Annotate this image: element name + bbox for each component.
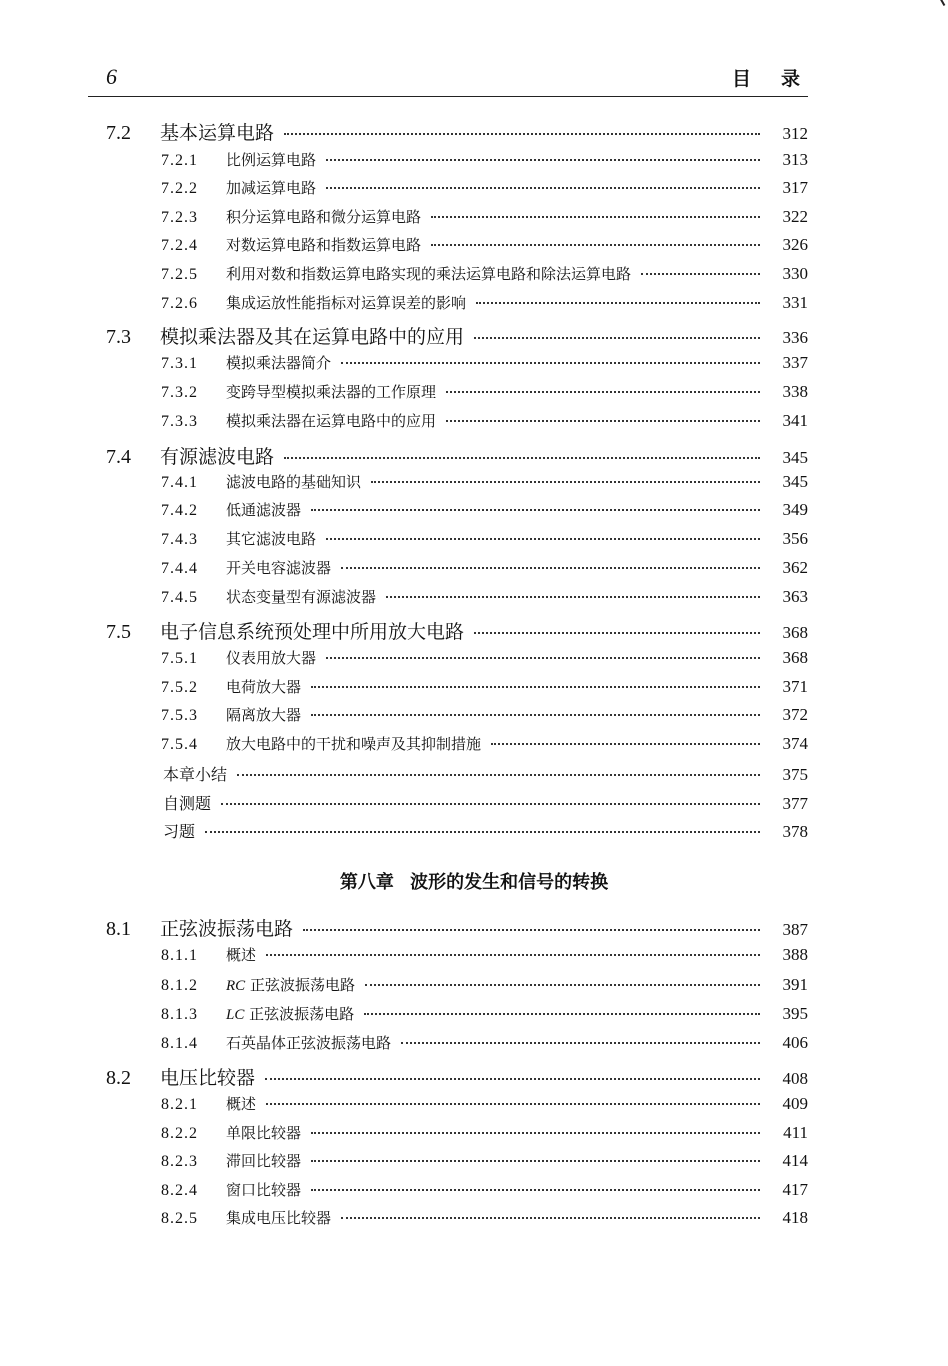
toc-entry-number: 7.3.3 xyxy=(161,413,198,430)
toc-entry-title: 变跨导型模拟乘法器的工作原理 xyxy=(226,383,437,401)
toc-entry-number: 7.5.2 xyxy=(161,679,198,696)
toc-entry-page: 408 xyxy=(782,1069,808,1088)
toc-entry-page: 317 xyxy=(782,178,808,197)
toc-entry-title-text: 正弦波振荡电路 xyxy=(244,1005,355,1023)
toc-entry-number: 8.2.1 xyxy=(161,1096,198,1113)
toc-entry-title: 比例运算电路 xyxy=(226,151,317,169)
toc-entry-page: 356 xyxy=(782,529,808,548)
dot-leader xyxy=(491,743,760,745)
toc-entry[interactable] xyxy=(0,647,948,673)
toc-entry-number: 7.4.1 xyxy=(161,474,198,491)
toc-entry-title: 状态变量型有源滤波器 xyxy=(226,588,377,606)
dot-leader xyxy=(474,337,760,339)
dot-leader xyxy=(266,1103,760,1105)
toc-entry[interactable] xyxy=(0,762,948,785)
dot-leader xyxy=(401,1042,760,1044)
toc-entry[interactable] xyxy=(0,1150,948,1176)
toc-entry-page: 341 xyxy=(782,411,808,430)
toc-entry-title: 集成电压比较器 xyxy=(226,1209,332,1227)
dot-leader xyxy=(326,657,760,659)
toc-entry-page: 313 xyxy=(782,150,808,169)
toc-entry-title: 电压比较器 xyxy=(160,1067,256,1089)
toc-entry[interactable] xyxy=(0,352,948,378)
toc-entry-number: 7.4.2 xyxy=(161,502,198,519)
toc-entry-number: 8.2.3 xyxy=(161,1153,198,1170)
dot-leader xyxy=(311,1160,760,1162)
toc-entry[interactable] xyxy=(0,149,948,175)
toc-entry-page: 322 xyxy=(782,207,808,226)
toc-entry[interactable] xyxy=(0,704,948,730)
toc-entry-page: 374 xyxy=(782,734,808,753)
toc-entry-number: 8.2.5 xyxy=(161,1210,198,1227)
toc-entry[interactable] xyxy=(0,791,948,814)
toc-entry-number: 8.1.1 xyxy=(161,947,198,964)
toc-entry-title xyxy=(226,1003,354,1024)
dot-leader xyxy=(284,457,760,459)
toc-entry-page: 362 xyxy=(782,558,808,577)
toc-entry-title: 模拟乘法器及其在运算电路中的应用 xyxy=(160,326,465,348)
toc-entry-title: 单限比较器 xyxy=(226,1124,302,1142)
dot-leader xyxy=(326,538,760,540)
toc-entry-title: 电子信息系统预处理中所用放大电路 xyxy=(160,621,465,643)
toc-entry-title: 开关电容滤波器 xyxy=(226,559,332,577)
toc-entry-number: 7.3.2 xyxy=(161,384,198,401)
dot-leader xyxy=(365,984,760,986)
toc-entry-number: 8.2.2 xyxy=(161,1125,198,1142)
toc-entry-title: 基本运算电路 xyxy=(160,122,275,144)
toc-entry-title: 概述 xyxy=(226,946,257,964)
dot-leader xyxy=(371,481,760,483)
toc-entry[interactable] xyxy=(0,442,948,470)
toc-entry-page: 387 xyxy=(782,920,808,939)
toc-entry-number: 7.2.2 xyxy=(161,180,198,197)
toc-entry[interactable] xyxy=(0,1207,948,1233)
toc-entry-title: 本章小结 xyxy=(163,765,228,784)
toc-entry-page: 377 xyxy=(782,794,808,813)
toc-entry[interactable] xyxy=(0,322,948,350)
toc-entry-page: 368 xyxy=(782,623,808,642)
toc-entry-title: 集成运放性能指标对运算误差的影响 xyxy=(226,294,467,312)
toc-entry-number: 8.2.4 xyxy=(161,1182,198,1199)
toc-entry-number: 7.2.5 xyxy=(161,266,198,283)
toc-entry-title: 模拟乘法器在运算电路中的应用 xyxy=(226,412,437,430)
toc-entry-title: 习题 xyxy=(163,822,196,841)
toc-entry-title: 石英晶体正弦波振荡电路 xyxy=(226,1034,392,1052)
toc-entry-page: 411 xyxy=(783,1123,808,1142)
toc-entry-page: 345 xyxy=(782,448,808,467)
dot-leader xyxy=(431,216,760,218)
toc-entry-page: 378 xyxy=(782,822,808,841)
dot-leader xyxy=(364,1013,760,1015)
toc-entry[interactable] xyxy=(0,263,948,289)
toc-entry-page: 349 xyxy=(782,500,808,519)
toc-entry-number: 7.4 xyxy=(106,446,131,468)
toc-entry-title: 积分运算电路和微分运算电路 xyxy=(226,208,422,226)
toc-entry-page: 418 xyxy=(782,1208,808,1227)
toc-entry[interactable] xyxy=(0,1032,948,1058)
toc-entry-number: 8.1.4 xyxy=(161,1035,198,1052)
toc-entry[interactable] xyxy=(0,292,948,318)
dot-leader xyxy=(326,187,760,189)
toc-entry[interactable] xyxy=(0,819,948,842)
toc-entry-title: 仪表用放大器 xyxy=(226,649,317,667)
dot-leader xyxy=(221,803,760,805)
toc-entry-number: 7.2.1 xyxy=(161,152,198,169)
toc-entry-number: 7.3 xyxy=(106,326,131,348)
toc-entry[interactable] xyxy=(0,914,948,942)
toc-entry-title: 利用对数和指数运算电路实现的乘法运算电路和除法运算电路 xyxy=(226,265,632,283)
dot-leader xyxy=(326,159,760,161)
toc-entry-page: 395 xyxy=(782,1004,808,1023)
dot-leader xyxy=(205,831,760,833)
toc-entry-page: 372 xyxy=(782,705,808,724)
dot-leader xyxy=(476,302,760,304)
toc-entry-number: 8.2 xyxy=(106,1067,131,1089)
toc-entry-page: 336 xyxy=(782,328,808,347)
dot-leader xyxy=(311,1132,760,1134)
toc-entry-title: 正弦波振荡电路 xyxy=(160,918,294,940)
dot-leader xyxy=(237,774,760,776)
running-title: 目录 xyxy=(731,68,830,90)
dot-leader xyxy=(431,244,760,246)
toc-entry-number: 7.5.4 xyxy=(161,736,198,753)
toc-entry[interactable] xyxy=(0,1003,948,1029)
toc-entry[interactable] xyxy=(0,1122,948,1148)
dot-leader xyxy=(311,1189,760,1191)
toc-entry-number: 7.4.3 xyxy=(161,531,198,548)
toc-entry-page: 368 xyxy=(782,648,808,667)
toc-entry[interactable] xyxy=(0,206,948,232)
dot-leader xyxy=(284,133,760,135)
toc-entry[interactable] xyxy=(0,177,948,203)
toc-entry[interactable] xyxy=(0,974,948,1000)
dot-leader xyxy=(266,954,760,956)
toc-entry-title: 低通滤波器 xyxy=(226,501,302,519)
toc-entry-page: 363 xyxy=(782,587,808,606)
toc-entry-number: 8.1.2 xyxy=(161,977,198,994)
toc-entry-title: 其它滤波电路 xyxy=(226,530,317,548)
toc-entry[interactable] xyxy=(0,381,948,407)
toc-entry-title: 滤波电路的基础知识 xyxy=(226,473,362,491)
toc-entry-number: 8.1.3 xyxy=(161,1006,198,1023)
toc-entry[interactable] xyxy=(0,1179,948,1205)
dot-leader xyxy=(446,420,760,422)
toc-entry[interactable] xyxy=(0,557,948,583)
page-number: 6 xyxy=(106,64,117,89)
toc-entry[interactable] xyxy=(0,676,948,702)
dot-leader xyxy=(341,567,760,569)
toc-entry-page: 312 xyxy=(782,124,808,143)
toc-entry-page: 371 xyxy=(782,677,808,696)
toc-entry[interactable] xyxy=(0,586,948,612)
toc-entry-title: 模拟乘法器简介 xyxy=(226,354,332,372)
toc-entry[interactable] xyxy=(0,528,948,554)
toc-entry[interactable] xyxy=(0,471,948,497)
toc-entry-title: 电荷放大器 xyxy=(226,678,302,696)
toc-entry-title: 滞回比较器 xyxy=(226,1152,302,1170)
toc-entry-title: 自测题 xyxy=(163,794,212,813)
dot-leader xyxy=(303,929,760,931)
toc-entry-number: 7.2.6 xyxy=(161,295,198,312)
toc-entry-number: 7.5 xyxy=(106,621,131,643)
toc-entry-title: 概述 xyxy=(226,1095,257,1113)
toc-entry[interactable] xyxy=(0,1063,948,1091)
toc-entry[interactable] xyxy=(0,118,948,146)
toc-entry[interactable] xyxy=(0,733,948,759)
toc-entry[interactable] xyxy=(0,234,948,260)
toc-entry-page: 414 xyxy=(782,1151,808,1170)
toc-entry-page: 337 xyxy=(782,353,808,372)
toc-entry-title: 对数运算电路和指数运算电路 xyxy=(226,236,422,254)
toc-entry-title: 加减运算电路 xyxy=(226,179,317,197)
toc-entry-page: 388 xyxy=(782,945,808,964)
toc-entry-number: 7.3.1 xyxy=(161,355,198,372)
toc-entry-title: 有源滤波电路 xyxy=(160,446,275,468)
toc-entry-page: 345 xyxy=(782,472,808,491)
dot-leader xyxy=(311,714,760,716)
toc-entry-title xyxy=(226,974,355,995)
toc-entry-page: 326 xyxy=(782,235,808,254)
toc-entry[interactable] xyxy=(0,944,948,970)
toc-entry-number: 7.5.1 xyxy=(161,650,198,667)
dot-leader xyxy=(474,632,760,634)
chapter-heading: 第八章 波形的发生和信号的转换 xyxy=(339,872,609,893)
toc-entry-title-text: 正弦波振荡电路 xyxy=(245,976,355,994)
toc-entry-title-prefix: LC xyxy=(226,1007,245,1023)
toc-entry-page: 406 xyxy=(782,1033,808,1052)
toc-entry-number: 7.5.3 xyxy=(161,707,198,724)
toc-entry-number: 7.2 xyxy=(106,122,131,144)
dot-leader xyxy=(341,362,760,364)
dot-leader xyxy=(641,273,760,275)
toc-entry-number: 7.2.3 xyxy=(161,209,198,226)
toc-entry-number: 7.2.4 xyxy=(161,237,198,254)
toc-entry-title: 放大电路中的干扰和噪声及其抑制措施 xyxy=(226,735,482,753)
toc-entry-page: 417 xyxy=(782,1180,808,1199)
toc-entry[interactable] xyxy=(0,410,948,436)
toc-entry-page: 331 xyxy=(782,293,808,312)
toc-entry-page: 409 xyxy=(782,1094,808,1113)
dot-leader xyxy=(265,1078,760,1080)
dot-leader xyxy=(311,509,760,511)
dot-leader xyxy=(386,596,760,598)
toc-entry-title: 隔离放大器 xyxy=(226,706,302,724)
toc-entry[interactable] xyxy=(0,1093,948,1119)
toc-entry[interactable] xyxy=(0,499,948,525)
toc-entry-page: 375 xyxy=(782,765,808,784)
toc-entry-page: 330 xyxy=(782,264,808,283)
toc-entry-title: 窗口比较器 xyxy=(226,1181,302,1199)
toc-entry-number: 8.1 xyxy=(106,918,131,940)
dot-leader xyxy=(311,686,760,688)
toc-entry-number: 7.4.4 xyxy=(161,560,198,577)
toc-entry-title-prefix: RC xyxy=(226,978,246,994)
toc-entry-number: 7.4.5 xyxy=(161,589,198,606)
toc-entry-page: 391 xyxy=(782,975,808,994)
toc-entry-page: 338 xyxy=(782,382,808,401)
dot-leader xyxy=(341,1217,760,1219)
dot-leader xyxy=(446,391,760,393)
toc-entry[interactable] xyxy=(0,617,948,645)
